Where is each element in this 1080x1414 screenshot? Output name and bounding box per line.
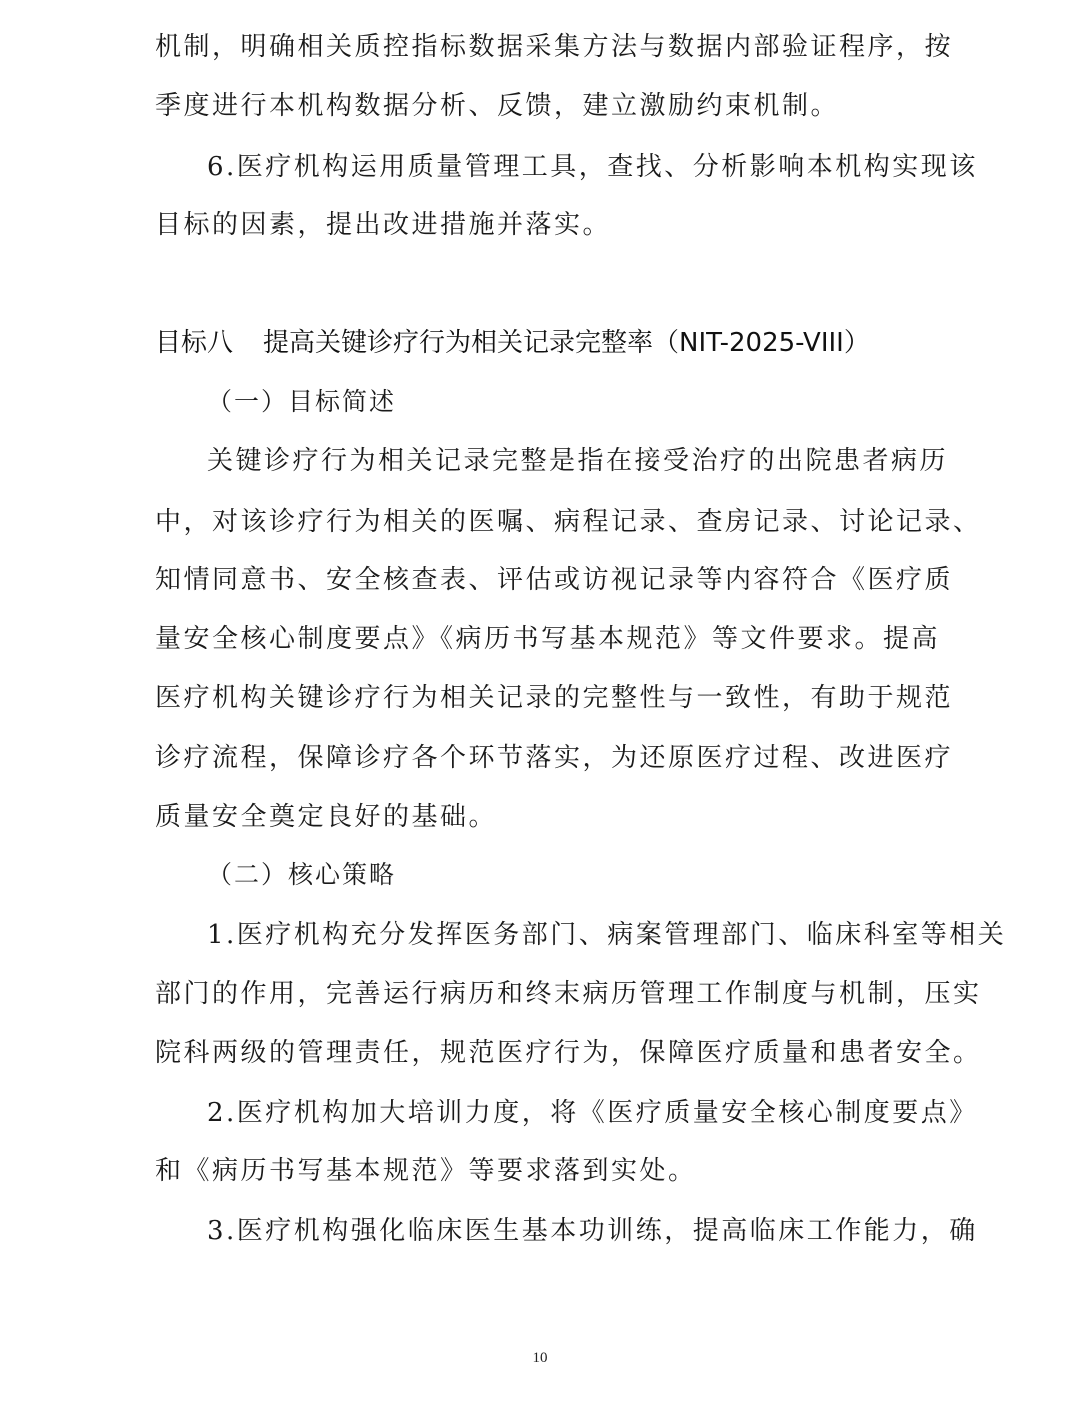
- paragraph-line: 量安全核心制度要点》《病历书写基本规范》等文件要求。提高: [155, 624, 941, 654]
- section-heading: [155, 326, 870, 360]
- paragraph-line: 关键诊疗行为相关记录完整是指在接受治疗的出院患者病历: [207, 446, 949, 476]
- paragraph-line: 2.医疗机构加大培训力度，将《医疗质量安全核心制度要点》: [207, 1098, 978, 1128]
- paragraph-line: 6.医疗机构运用质量管理工具，查找、分析影响本机构实现该: [207, 152, 978, 182]
- subsection-title: （二）核心策略: [207, 860, 397, 889]
- paragraph-line: 知情同意书、安全核查表、评估或访视记录等内容符合《医疗质: [155, 565, 954, 595]
- paragraph-line: 机制，明确相关质控指标数据采集方法与数据内部验证程序，按: [155, 32, 954, 62]
- paragraph-line: 院科两级的管理责任，规范医疗行为，保障医疗质量和患者安全。: [155, 1038, 982, 1068]
- paragraph-line: 质量安全奠定良好的基础。: [155, 802, 498, 832]
- paragraph-line: 3.医疗机构强化临床医生基本功训练，提高临床工作能力，确: [207, 1216, 978, 1246]
- page-number: 10: [532, 1350, 548, 1366]
- subsection-title: （一）目标简述: [207, 387, 397, 416]
- paragraph-line: 部门的作用，完善运行病历和终末病历管理工作制度与机制，压实: [155, 979, 982, 1009]
- paragraph-line: 1.医疗机构充分发挥医务部门、病案管理部门、临床科室等相关: [207, 920, 1007, 950]
- paragraph-line: 医疗机构关键诊疗行为相关记录的完整性与一致性，有助于规范: [155, 683, 954, 713]
- paragraph-line: 诊疗流程，保障诊疗各个环节落实，为还原医疗过程、改进医疗: [155, 743, 954, 773]
- paragraph-line: 和《病历书写基本规范》等要求落到实处。: [155, 1156, 697, 1186]
- paragraph-line: 目标的因素，提出改进措施并落实。: [155, 210, 612, 240]
- paragraph-line: 季度进行本机构数据分析、反馈，建立激励约束机制。: [155, 91, 840, 121]
- goal-title: 提高关键诊疗行为相关记录完整率（NIT-2025-VIII）: [263, 328, 870, 358]
- goal-label: 目标八: [155, 328, 234, 358]
- paragraph-line: 中，对该诊疗行为相关的医嘱、病程记录、查房记录、讨论记录、: [155, 507, 982, 537]
